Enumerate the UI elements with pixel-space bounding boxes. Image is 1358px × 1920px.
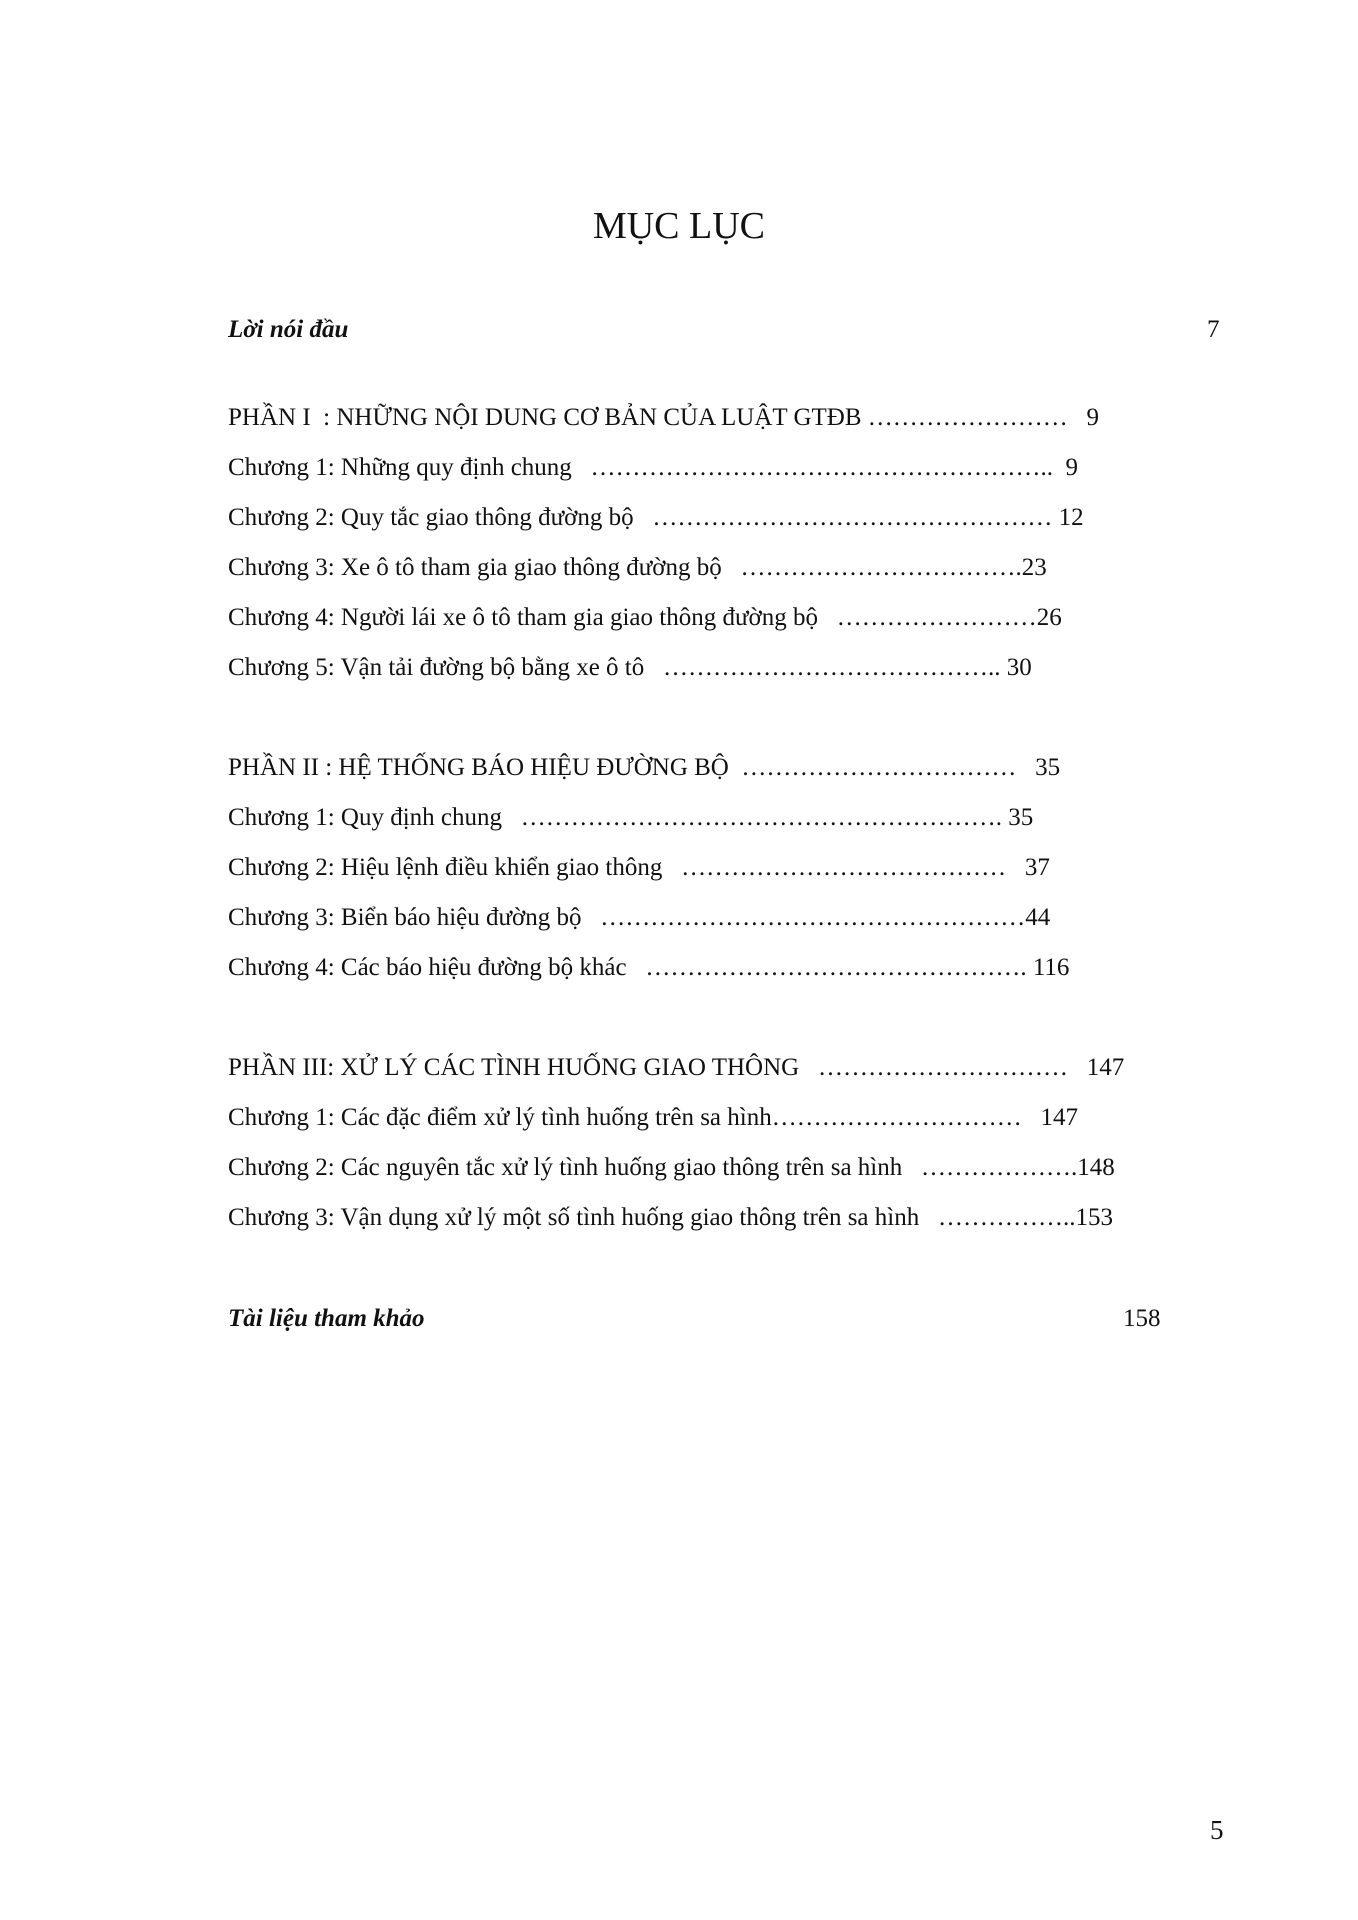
toc-references-page: 158	[1123, 1305, 1161, 1332]
toc-part1-chapter-2: Chương 2: Quy tắc giao thông đường bộ ………………………………………… 12	[228, 504, 1084, 531]
toc-part1-chapter-5: Chương 5: Vận tải đường bộ bằng xe ô tô ………………………………….. 30	[228, 654, 1032, 681]
toc-intro-label: Lời nói đầu	[228, 316, 349, 343]
toc-part2-heading: PHẦN II : HỆ THỐNG BÁO HIỆU ĐƯỜNG BỘ …………………………… 35	[228, 754, 1061, 781]
page-number: 5	[1210, 1815, 1224, 1845]
toc-part3-chapter-2: Chương 2: Các nguyên tắc xử lý tình huống giao thông trên sa hình ……………….148	[228, 1154, 1115, 1181]
toc-references-label: Tài liệu tham khảo	[228, 1305, 425, 1332]
toc-part3-heading: PHẦN III: XỬ LÝ CÁC TÌNH HUỐNG GIAO THÔNG ………………………… 147	[228, 1054, 1125, 1081]
toc-intro-page: 7	[1207, 316, 1220, 343]
toc-part3-chapter-3: Chương 3: Vận dụng xử lý một số tình huống giao thông trên sa hình ……………..153	[228, 1204, 1113, 1231]
toc-part1-heading: PHẦN I : NHỮNG NỘI DUNG CƠ BẢN CỦA LUẬT GTĐB …………………… 9	[228, 404, 1100, 431]
toc-part1-chapter-4: Chương 4: Người lái xe ô tô tham gia giao thông đường bộ ……………………26	[228, 604, 1062, 631]
toc-part2-chapter-3: Chương 3: Biển báo hiệu đường bộ ……………………………………………44	[228, 904, 1051, 931]
toc-part3-chapter-1: Chương 1: Các đặc điểm xử lý tình huống trên sa hình………………………… 147	[228, 1104, 1078, 1131]
toc-part2-chapter-2: Chương 2: Hiệu lệnh điều khiển giao thông ………………………………… 37	[228, 854, 1050, 881]
toc-part1-chapter-3: Chương 3: Xe ô tô tham gia giao thông đường bộ …………………………….23	[228, 554, 1047, 581]
toc-part2-chapter-4: Chương 4: Các báo hiệu đường bộ khác ………………………………………. 116	[228, 954, 1070, 981]
toc-part1-chapter-1: Chương 1: Những quy định chung ……………………………………………….. 9	[228, 454, 1079, 481]
toc-title: MỤC LỤC	[592, 205, 766, 247]
toc-part2-chapter-1: Chương 1: Quy định chung …………………………………………………. 35	[228, 804, 1034, 831]
